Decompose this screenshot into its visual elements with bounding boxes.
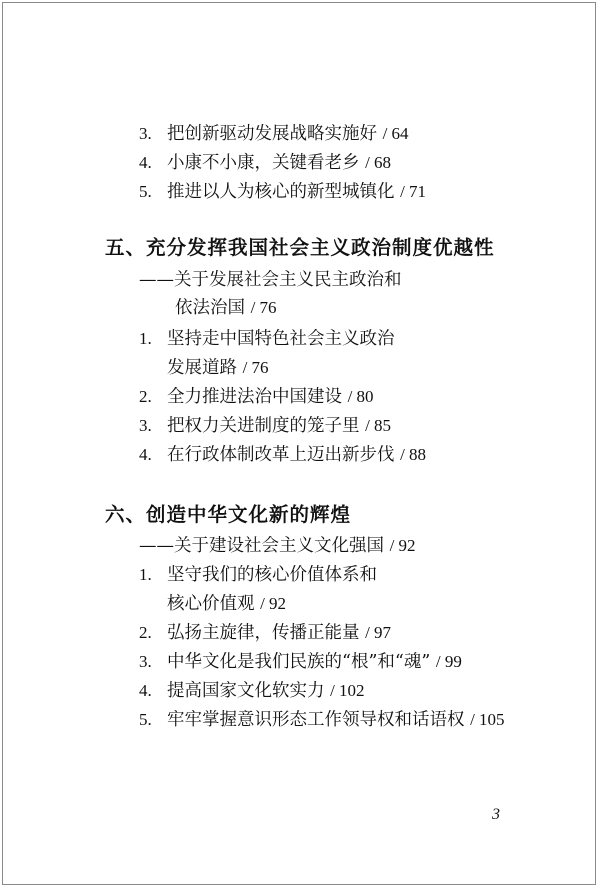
toc-item[interactable] (139, 122, 409, 146)
item-page: / 85 (365, 416, 392, 435)
section-subtitle-cont (175, 296, 277, 320)
section-title[interactable]: 五、充分发挥我国社会主义政治制度优越性 (105, 236, 495, 259)
item-page: / 80 (347, 387, 374, 406)
item-number: 2. (139, 387, 152, 406)
item-page: / 64 (382, 124, 409, 143)
item-title: 小康不小康，关键看老乡 (167, 153, 360, 173)
item-number: 2. (139, 623, 152, 642)
subtitle-text: ——关于建设社会主义文化强国 (139, 536, 384, 556)
toc-item-cont[interactable] (167, 592, 286, 616)
item-number: 3. (139, 124, 152, 143)
item-title: 推进以人为核心的新型城镇化 (167, 182, 395, 202)
item-page: / 99 (435, 652, 462, 671)
item-page: / 102 (330, 681, 365, 700)
toc-item[interactable] (139, 327, 395, 351)
subtitle-page: / 92 (389, 536, 416, 555)
item-number: 5. (139, 182, 152, 201)
item-title: 全力推进法治中国建设 (167, 387, 342, 407)
item-title: 把创新驱动发展战略实施好 (167, 124, 377, 144)
section-title[interactable]: 六、创造中华文化新的辉煌 (105, 503, 352, 526)
item-title-cont: 核心价值观 (167, 594, 255, 614)
item-number: 3. (139, 652, 152, 671)
toc-item[interactable] (139, 650, 462, 674)
toc-item-cont[interactable] (167, 356, 269, 380)
item-title: 牢牢掌握意识形态工作领导权和话语权 (167, 710, 465, 730)
item-number: 1. (139, 329, 152, 348)
page-number: 3 (492, 806, 500, 823)
item-number: 1. (139, 565, 152, 584)
item-number: 3. (139, 416, 152, 435)
toc-item[interactable] (139, 679, 365, 703)
item-title: 坚守我们的核心价值体系和 (167, 565, 377, 585)
subtitle-text: 依法治国 (175, 298, 245, 318)
item-title: 把权力关进制度的笼子里 (167, 416, 360, 436)
item-page: / 92 (260, 594, 287, 613)
toc-item[interactable] (139, 621, 391, 645)
toc-item[interactable] (139, 414, 391, 438)
item-page: / 88 (400, 445, 427, 464)
item-title-cont: 发展道路 (167, 358, 237, 378)
item-number: 4. (139, 153, 152, 172)
toc-item[interactable] (139, 708, 505, 732)
section-subtitle: ——关于发展社会主义民主政治和 (139, 270, 402, 290)
item-title: 在行政体制改革上迈出新步伐 (167, 445, 395, 465)
item-page: / 97 (365, 623, 392, 642)
subtitle-page: / 76 (250, 298, 277, 317)
item-number: 4. (139, 681, 152, 700)
toc-item[interactable] (139, 563, 377, 587)
item-number: 4. (139, 445, 152, 464)
toc-item[interactable] (139, 385, 374, 409)
item-number: 5. (139, 710, 152, 729)
item-page: / 68 (365, 153, 392, 172)
section-subtitle (139, 534, 416, 558)
item-title: 弘扬主旋律，传播正能量 (167, 623, 360, 643)
item-page: / 105 (470, 710, 505, 729)
item-page: / 71 (400, 182, 427, 201)
toc-item[interactable] (139, 151, 391, 175)
item-title: 提高国家文化软实力 (167, 681, 325, 701)
item-title: 坚持走中国特色社会主义政治 (167, 329, 395, 349)
toc-item[interactable] (139, 180, 426, 204)
toc-item[interactable] (139, 443, 426, 467)
item-page: / 76 (242, 358, 269, 377)
item-title: 中华文化是我们民族的“根”和“魂” (167, 652, 431, 672)
